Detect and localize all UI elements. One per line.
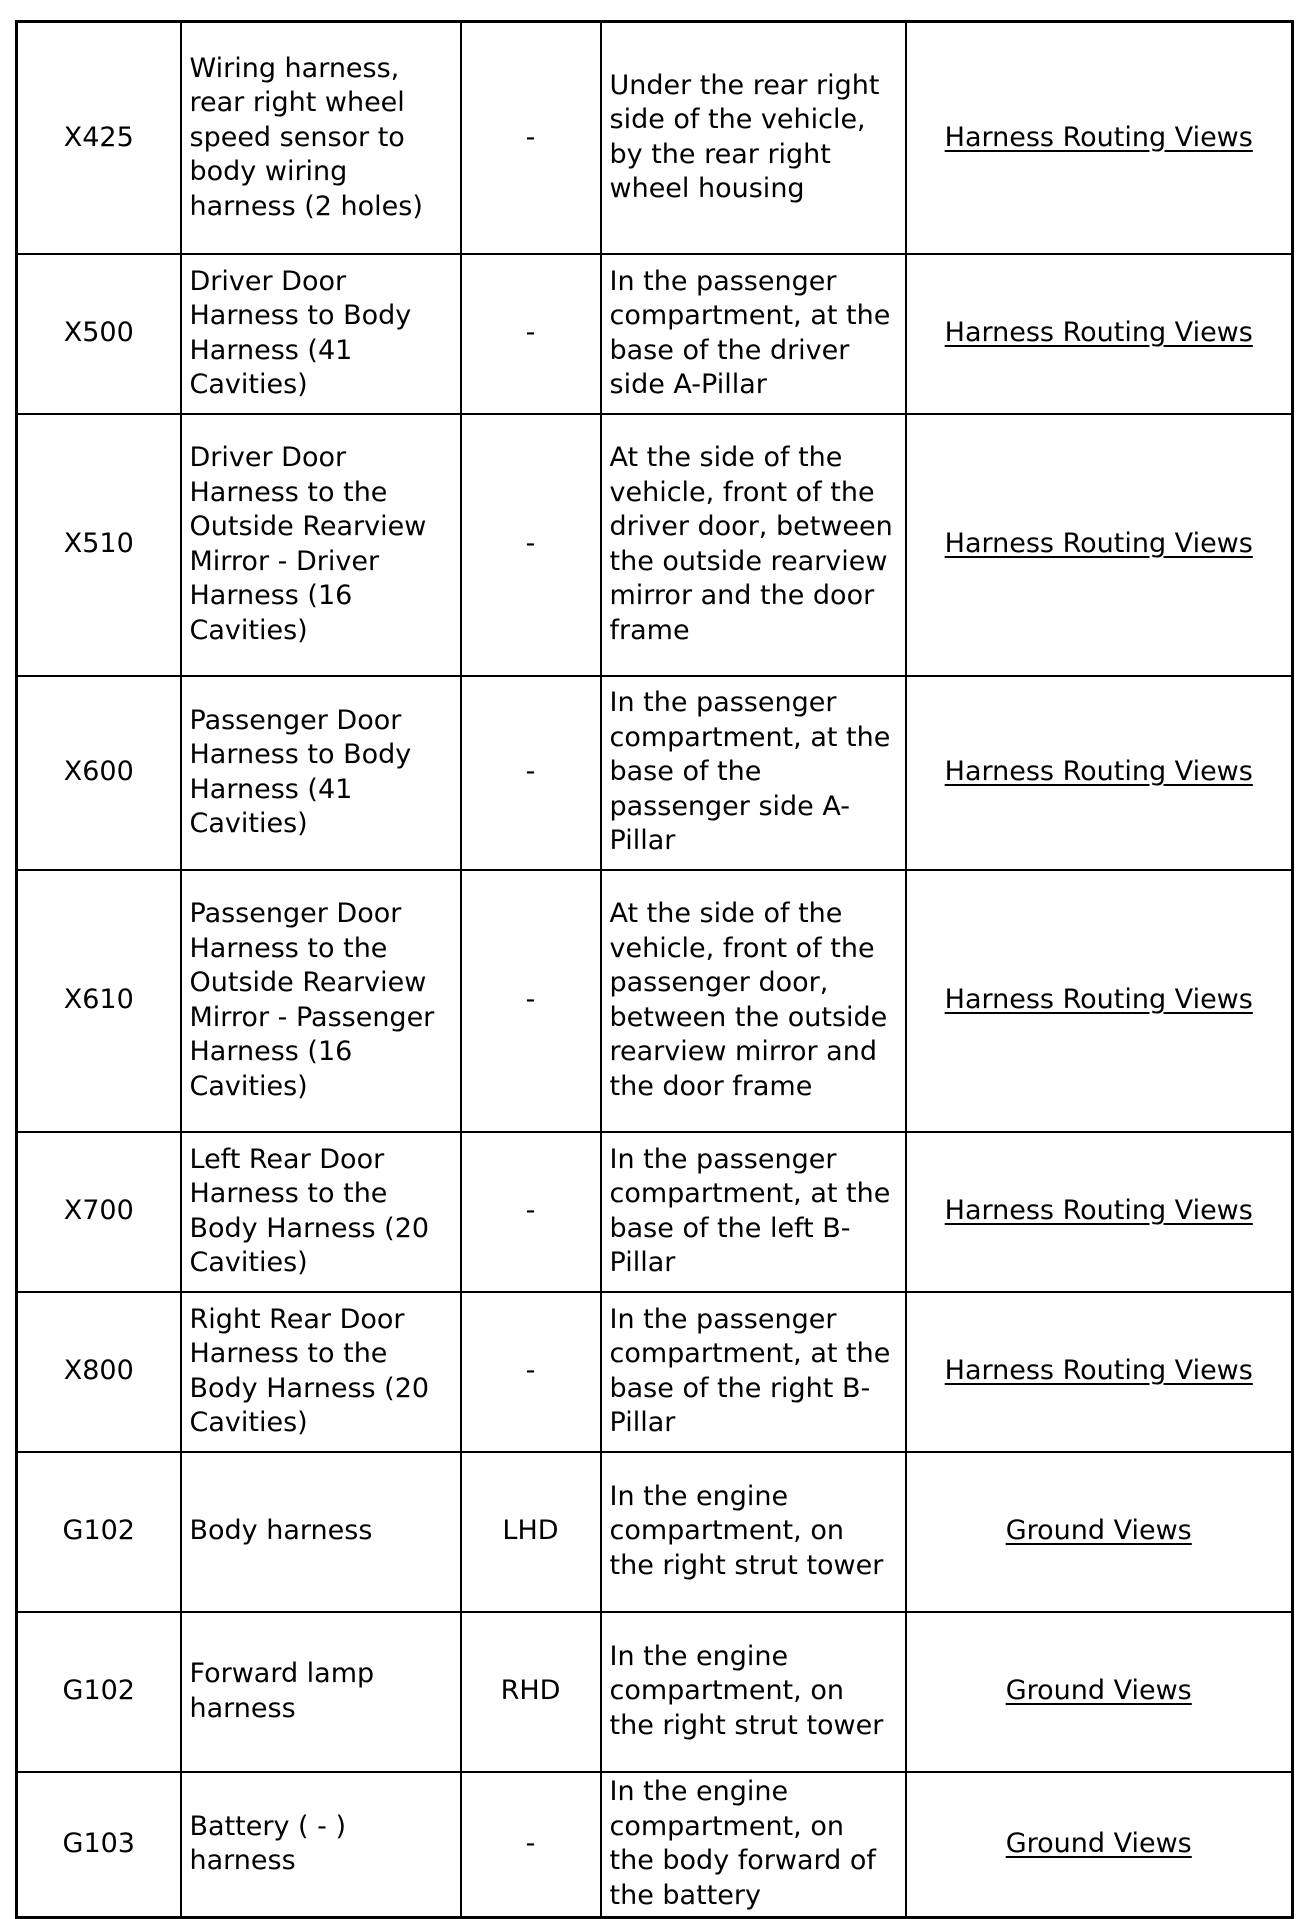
view-link-cell xyxy=(906,1772,1293,1918)
connector-description: Left Rear Door Harness to the Body Harness (20 Cavities) xyxy=(181,1132,461,1292)
view-link-cell xyxy=(906,1132,1293,1292)
table-row xyxy=(17,22,1293,254)
connector-location-table xyxy=(15,20,1294,1919)
connector-option: - xyxy=(461,254,601,414)
table-row xyxy=(17,254,1293,414)
table-row xyxy=(17,1132,1293,1292)
connector-option: - xyxy=(461,870,601,1132)
table-row xyxy=(17,676,1293,870)
table-row xyxy=(17,1612,1293,1772)
ground-views-link[interactable]: Ground Views xyxy=(1005,1828,1192,1859)
ground-id: G103 xyxy=(17,1772,181,1918)
table-row xyxy=(17,870,1293,1132)
connector-option: - xyxy=(461,676,601,870)
harness-routing-views-link[interactable]: Harness Routing Views xyxy=(944,1195,1253,1227)
table-row xyxy=(17,414,1293,676)
harness-routing-views-link[interactable]: Harness Routing Views xyxy=(944,317,1253,349)
view-link-cell xyxy=(906,414,1293,676)
connector-description: Driver Door Harness to Body Harness (41 Cavities) xyxy=(181,254,461,414)
harness-routing-views-link[interactable]: Harness Routing Views xyxy=(944,756,1253,788)
harness-routing-views-link[interactable]: Harness Routing Views xyxy=(944,528,1253,560)
ground-location: In the engine compartment, on the right strut tower xyxy=(601,1452,906,1612)
table-row xyxy=(17,1292,1293,1452)
connector-description: Passenger Door Harness to the Outside Rearview Mirror - Passenger Harness (16 Cavities) xyxy=(181,870,461,1132)
table-row xyxy=(17,1772,1293,1918)
harness-routing-views-link[interactable]: Harness Routing Views xyxy=(944,121,1253,153)
ground-views-link[interactable]: Ground Views xyxy=(1005,1515,1192,1547)
ground-location: In the engine compartment, on the right strut tower xyxy=(601,1612,906,1772)
connector-description: Wiring harness, rear right wheel speed sensor to body wiring harness (2 holes) xyxy=(181,22,461,254)
connector-location: At the side of the vehicle, front of the passenger door, between the outside rearview mirror and the door frame xyxy=(601,870,906,1132)
view-link-cell xyxy=(906,870,1293,1132)
connector-location: At the side of the vehicle, front of the driver door, between the outside rearview mirror and the door frame xyxy=(601,414,906,676)
view-link-cell xyxy=(906,1452,1293,1612)
view-link-cell xyxy=(906,676,1293,870)
connector-id: X700 xyxy=(17,1132,181,1292)
ground-option: LHD xyxy=(461,1452,601,1612)
connector-option: - xyxy=(461,1292,601,1452)
connector-option: - xyxy=(461,414,601,676)
connector-location: In the passenger compartment, at the base of the right B-Pillar xyxy=(601,1292,906,1452)
harness-routing-views-link[interactable]: Harness Routing Views xyxy=(944,984,1253,1016)
view-link-cell xyxy=(906,254,1293,414)
view-link-cell xyxy=(906,22,1293,254)
connector-id: X425 xyxy=(17,22,181,254)
view-link-cell xyxy=(906,1612,1293,1772)
connector-id: X800 xyxy=(17,1292,181,1452)
ground-description: Battery ( - ) harness xyxy=(181,1772,461,1918)
ground-id: G102 xyxy=(17,1612,181,1772)
ground-option: - xyxy=(461,1772,601,1918)
connector-location: In the passenger compartment, at the base of the driver side A-Pillar xyxy=(601,254,906,414)
harness-routing-views-link[interactable]: Harness Routing Views xyxy=(944,1355,1253,1387)
ground-description: Forward lamp harness xyxy=(181,1612,461,1772)
table-row xyxy=(17,1452,1293,1612)
connector-description: Passenger Door Harness to Body Harness (41 Cavities) xyxy=(181,676,461,870)
view-link-cell xyxy=(906,1292,1293,1452)
connector-id: X500 xyxy=(17,254,181,414)
connector-location: Under the rear right side of the vehicle, by the rear right wheel housing xyxy=(601,22,906,254)
connector-option: - xyxy=(461,1132,601,1292)
connector-id: X610 xyxy=(17,870,181,1132)
connector-option: - xyxy=(461,22,601,254)
ground-option: RHD xyxy=(461,1612,601,1772)
ground-views-link[interactable]: Ground Views xyxy=(1005,1675,1192,1707)
connector-id: X510 xyxy=(17,414,181,676)
connector-location: In the passenger compartment, at the base of the left B-Pillar xyxy=(601,1132,906,1292)
ground-description: Body harness xyxy=(181,1452,461,1612)
connector-description: Driver Door Harness to the Outside Rearview Mirror - Driver Harness (16 Cavities) xyxy=(181,414,461,676)
ground-id: G102 xyxy=(17,1452,181,1612)
connector-location: In the passenger compartment, at the base of the passenger side A-Pillar xyxy=(601,676,906,870)
connector-description: Right Rear Door Harness to the Body Harness (20 Cavities) xyxy=(181,1292,461,1452)
ground-location: In the engine compartment, on the body forward of the battery xyxy=(601,1772,906,1918)
connector-id: X600 xyxy=(17,676,181,870)
